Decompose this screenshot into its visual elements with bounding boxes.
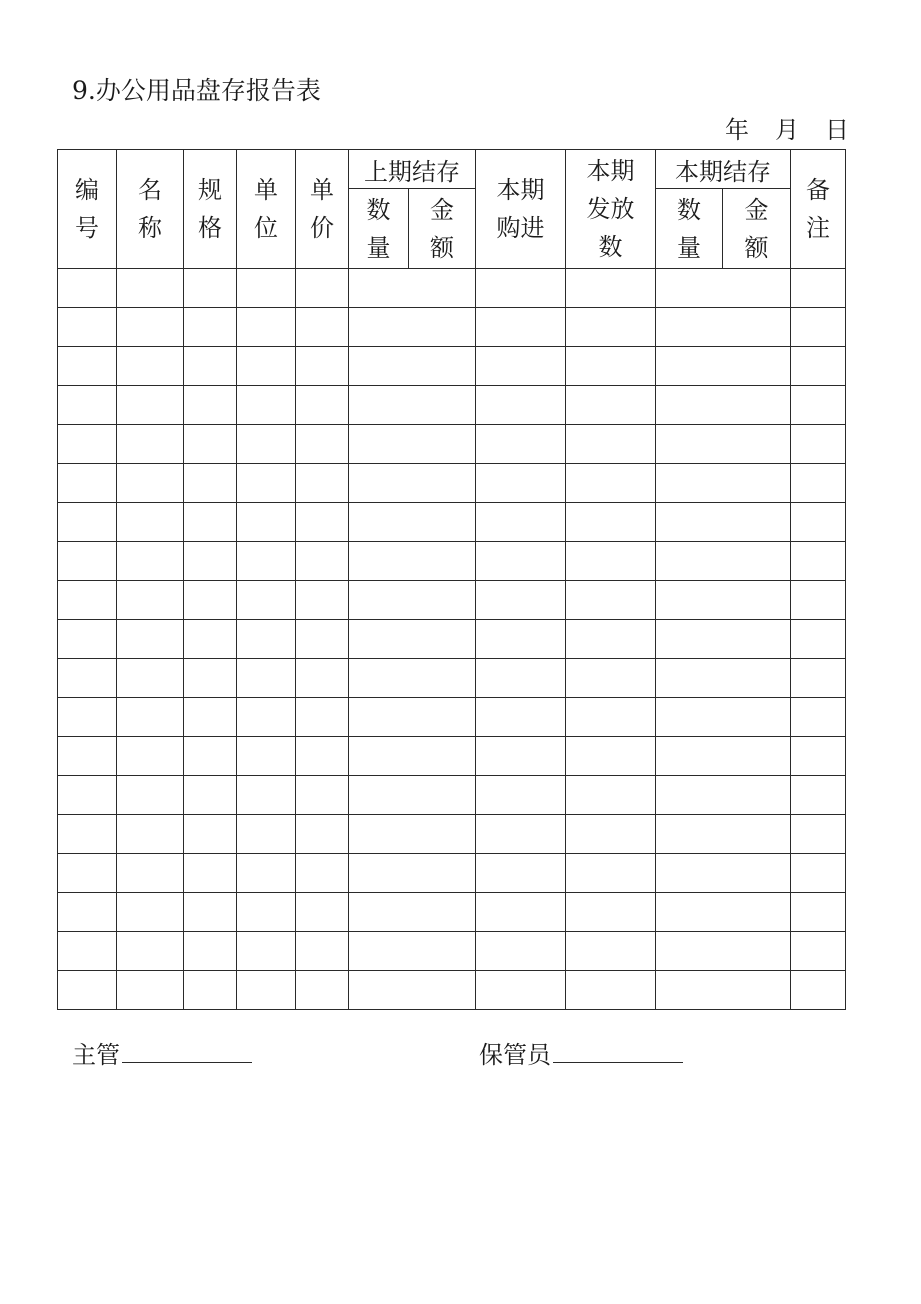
cell-curr-balance[interactable] <box>656 893 791 932</box>
cell-spec[interactable] <box>184 308 237 347</box>
cell-remarks[interactable] <box>791 971 846 1010</box>
cell-number[interactable] <box>58 347 117 386</box>
table-row <box>58 776 846 815</box>
cell-spec[interactable] <box>184 776 237 815</box>
header-number: 编号 <box>58 150 117 269</box>
cell-curr-balance[interactable] <box>656 659 791 698</box>
cell-number[interactable] <box>58 464 117 503</box>
cell-purchase[interactable] <box>476 815 566 854</box>
cell-spec[interactable] <box>184 620 237 659</box>
cell-curr-balance[interactable] <box>656 464 791 503</box>
cell-purchase[interactable] <box>476 893 566 932</box>
table-row <box>58 308 846 347</box>
cell-spec[interactable] <box>184 425 237 464</box>
cell-name[interactable] <box>117 503 184 542</box>
date-month-label: 月 <box>775 116 799 144</box>
cell-unit-price[interactable] <box>296 893 349 932</box>
cell-unit-price[interactable] <box>296 932 349 971</box>
cell-remarks[interactable] <box>791 308 846 347</box>
cell-prev-balance[interactable] <box>349 893 476 932</box>
cell-unit[interactable] <box>237 815 296 854</box>
table-row <box>58 815 846 854</box>
cell-unit[interactable] <box>237 347 296 386</box>
table-row <box>58 269 846 308</box>
cell-curr-balance[interactable] <box>656 815 791 854</box>
cell-remarks[interactable] <box>791 386 846 425</box>
cell-spec[interactable] <box>184 893 237 932</box>
cell-prev-balance[interactable] <box>349 464 476 503</box>
cell-unit-price[interactable] <box>296 542 349 581</box>
cell-issued[interactable] <box>566 620 656 659</box>
cell-purchase[interactable] <box>476 932 566 971</box>
header-prev-balance: 上期结存 <box>349 150 476 189</box>
cell-name[interactable] <box>117 269 184 308</box>
cell-curr-balance[interactable] <box>656 503 791 542</box>
table-row <box>58 542 846 581</box>
header-issued: 本期发放数 <box>566 150 656 269</box>
cell-purchase[interactable] <box>476 308 566 347</box>
cell-issued[interactable] <box>566 893 656 932</box>
cell-remarks[interactable] <box>791 581 846 620</box>
cell-issued[interactable] <box>566 815 656 854</box>
cell-name[interactable] <box>117 581 184 620</box>
cell-unit[interactable] <box>237 659 296 698</box>
cell-issued[interactable] <box>566 932 656 971</box>
cell-remarks[interactable] <box>791 542 846 581</box>
cell-purchase[interactable] <box>476 425 566 464</box>
cell-prev-balance[interactable] <box>349 698 476 737</box>
cell-curr-balance[interactable] <box>656 971 791 1010</box>
cell-purchase[interactable] <box>476 620 566 659</box>
cell-name[interactable] <box>117 464 184 503</box>
cell-unit-price[interactable] <box>296 347 349 386</box>
cell-unit[interactable] <box>237 542 296 581</box>
cell-curr-balance[interactable] <box>656 425 791 464</box>
cell-curr-balance[interactable] <box>656 698 791 737</box>
cell-prev-balance[interactable] <box>349 815 476 854</box>
table-body <box>58 269 846 1010</box>
cell-unit[interactable] <box>237 620 296 659</box>
cell-purchase[interactable] <box>476 971 566 1010</box>
table-row <box>58 893 846 932</box>
cell-issued[interactable] <box>566 581 656 620</box>
cell-unit[interactable] <box>237 425 296 464</box>
cell-curr-balance[interactable] <box>656 308 791 347</box>
cell-spec[interactable] <box>184 269 237 308</box>
cell-prev-balance[interactable] <box>349 269 476 308</box>
footer-keeper <box>479 1036 683 1073</box>
cell-issued[interactable] <box>566 854 656 893</box>
cell-purchase[interactable] <box>476 464 566 503</box>
cell-purchase[interactable] <box>476 737 566 776</box>
cell-number[interactable] <box>58 854 117 893</box>
cell-prev-balance[interactable] <box>349 776 476 815</box>
cell-spec[interactable] <box>184 581 237 620</box>
cell-number[interactable] <box>58 386 117 425</box>
cell-unit-price[interactable] <box>296 620 349 659</box>
table-row <box>58 971 846 1010</box>
cell-issued[interactable] <box>566 308 656 347</box>
cell-prev-balance[interactable] <box>349 542 476 581</box>
date-day-label: 日 <box>825 116 849 144</box>
cell-unit[interactable] <box>237 776 296 815</box>
cell-unit[interactable] <box>237 698 296 737</box>
cell-number[interactable] <box>58 698 117 737</box>
cell-remarks[interactable] <box>791 464 846 503</box>
cell-prev-balance[interactable] <box>349 620 476 659</box>
cell-curr-balance[interactable] <box>656 854 791 893</box>
cell-number[interactable] <box>58 659 117 698</box>
table-row <box>58 659 846 698</box>
header-purchase: 本期购进 <box>476 150 566 269</box>
cell-issued[interactable] <box>566 425 656 464</box>
cell-issued[interactable] <box>566 386 656 425</box>
cell-unit-price[interactable] <box>296 854 349 893</box>
date-year-label: 年 <box>725 116 749 144</box>
footer-supervisor <box>72 1036 252 1073</box>
cell-number[interactable] <box>58 620 117 659</box>
cell-remarks[interactable] <box>791 776 846 815</box>
cell-unit-price[interactable] <box>296 776 349 815</box>
cell-number[interactable] <box>58 542 117 581</box>
cell-purchase[interactable] <box>476 659 566 698</box>
cell-issued[interactable] <box>566 464 656 503</box>
table-row <box>58 503 846 542</box>
cell-unit-price[interactable] <box>296 971 349 1010</box>
cell-remarks[interactable] <box>791 698 846 737</box>
cell-curr-balance[interactable] <box>656 269 791 308</box>
supervisor-label: 主管 <box>72 1041 120 1069</box>
cell-name[interactable] <box>117 542 184 581</box>
cell-prev-balance[interactable] <box>349 971 476 1010</box>
date-line <box>725 114 849 146</box>
cell-spec[interactable] <box>184 503 237 542</box>
cell-spec[interactable] <box>184 854 237 893</box>
cell-remarks[interactable] <box>791 503 846 542</box>
cell-number[interactable] <box>58 737 117 776</box>
cell-number[interactable] <box>58 893 117 932</box>
cell-name[interactable] <box>117 620 184 659</box>
cell-purchase[interactable] <box>476 581 566 620</box>
cell-curr-balance[interactable] <box>656 776 791 815</box>
header-remarks: 备注 <box>791 150 846 269</box>
header-curr-balance: 本期结存 <box>656 150 791 189</box>
cell-prev-balance[interactable] <box>349 659 476 698</box>
cell-spec[interactable] <box>184 464 237 503</box>
cell-remarks[interactable] <box>791 932 846 971</box>
supervisor-signature-line[interactable] <box>122 1036 252 1063</box>
cell-prev-balance[interactable] <box>349 737 476 776</box>
cell-name[interactable] <box>117 425 184 464</box>
table-row <box>58 464 846 503</box>
cell-prev-balance[interactable] <box>349 386 476 425</box>
cell-name[interactable] <box>117 347 184 386</box>
cell-name[interactable] <box>117 893 184 932</box>
table-row <box>58 425 846 464</box>
cell-prev-balance[interactable] <box>349 308 476 347</box>
keeper-label: 保管员 <box>479 1041 551 1069</box>
keeper-signature-line[interactable] <box>553 1036 683 1063</box>
cell-unit-price[interactable] <box>296 308 349 347</box>
header-curr-qty: 数量 <box>656 189 723 269</box>
page-title: 9.办公用品盘存报告表 <box>72 76 321 105</box>
cell-name[interactable] <box>117 659 184 698</box>
cell-remarks[interactable] <box>791 854 846 893</box>
cell-number[interactable] <box>58 932 117 971</box>
cell-unit[interactable] <box>237 737 296 776</box>
cell-curr-balance[interactable] <box>656 581 791 620</box>
cell-spec[interactable] <box>184 659 237 698</box>
cell-prev-balance[interactable] <box>349 347 476 386</box>
header-curr-amount: 金额 <box>723 189 791 269</box>
cell-remarks[interactable] <box>791 815 846 854</box>
table-row <box>58 698 846 737</box>
cell-name[interactable] <box>117 386 184 425</box>
cell-prev-balance[interactable] <box>349 425 476 464</box>
cell-spec[interactable] <box>184 347 237 386</box>
cell-number[interactable] <box>58 815 117 854</box>
cell-unit-price[interactable] <box>296 464 349 503</box>
header-prev-amount: 金额 <box>409 189 476 269</box>
cell-number[interactable] <box>58 503 117 542</box>
cell-purchase[interactable] <box>476 854 566 893</box>
cell-spec[interactable] <box>184 542 237 581</box>
table-row <box>58 854 846 893</box>
table-row <box>58 386 846 425</box>
cell-unit[interactable] <box>237 581 296 620</box>
cell-issued[interactable] <box>566 542 656 581</box>
cell-name[interactable] <box>117 971 184 1010</box>
cell-name[interactable] <box>117 698 184 737</box>
inventory-table <box>57 149 846 1010</box>
cell-curr-balance[interactable] <box>656 386 791 425</box>
cell-unit-price[interactable] <box>296 581 349 620</box>
cell-remarks[interactable] <box>791 425 846 464</box>
cell-unit-price[interactable] <box>296 815 349 854</box>
cell-number[interactable] <box>58 308 117 347</box>
cell-number[interactable] <box>58 269 117 308</box>
cell-name[interactable] <box>117 776 184 815</box>
cell-number[interactable] <box>58 971 117 1010</box>
cell-spec[interactable] <box>184 386 237 425</box>
cell-curr-balance[interactable] <box>656 620 791 659</box>
cell-number[interactable] <box>58 581 117 620</box>
cell-issued[interactable] <box>566 971 656 1010</box>
cell-name[interactable] <box>117 815 184 854</box>
cell-spec[interactable] <box>184 932 237 971</box>
cell-issued[interactable] <box>566 347 656 386</box>
cell-prev-balance[interactable] <box>349 932 476 971</box>
cell-unit-price[interactable] <box>296 386 349 425</box>
cell-purchase[interactable] <box>476 776 566 815</box>
cell-purchase[interactable] <box>476 269 566 308</box>
cell-name[interactable] <box>117 932 184 971</box>
cell-curr-balance[interactable] <box>656 932 791 971</box>
cell-prev-balance[interactable] <box>349 581 476 620</box>
cell-unit[interactable] <box>237 854 296 893</box>
table-row <box>58 620 846 659</box>
cell-unit[interactable] <box>237 893 296 932</box>
table-row <box>58 347 846 386</box>
cell-curr-balance[interactable] <box>656 737 791 776</box>
cell-unit[interactable] <box>237 971 296 1010</box>
cell-remarks[interactable] <box>791 893 846 932</box>
cell-purchase[interactable] <box>476 542 566 581</box>
cell-name[interactable] <box>117 308 184 347</box>
table-row <box>58 737 846 776</box>
cell-name[interactable] <box>117 854 184 893</box>
cell-remarks[interactable] <box>791 269 846 308</box>
cell-spec[interactable] <box>184 737 237 776</box>
cell-remarks[interactable] <box>791 620 846 659</box>
cell-name[interactable] <box>117 737 184 776</box>
cell-issued[interactable] <box>566 269 656 308</box>
cell-curr-balance[interactable] <box>656 347 791 386</box>
cell-issued[interactable] <box>566 737 656 776</box>
cell-issued[interactable] <box>566 776 656 815</box>
cell-issued[interactable] <box>566 698 656 737</box>
header-name: 名称 <box>117 150 184 269</box>
cell-unit-price[interactable] <box>296 659 349 698</box>
header-unit: 单位 <box>237 150 296 269</box>
cell-purchase[interactable] <box>476 347 566 386</box>
cell-unit[interactable] <box>237 503 296 542</box>
header-unit-price: 单价 <box>296 150 349 269</box>
cell-unit-price[interactable] <box>296 269 349 308</box>
table-row <box>58 581 846 620</box>
cell-issued[interactable] <box>566 503 656 542</box>
cell-prev-balance[interactable] <box>349 854 476 893</box>
cell-spec[interactable] <box>184 971 237 1010</box>
cell-curr-balance[interactable] <box>656 542 791 581</box>
table-row <box>58 932 846 971</box>
cell-unit[interactable] <box>237 386 296 425</box>
cell-number[interactable] <box>58 425 117 464</box>
header-prev-qty: 数量 <box>349 189 409 269</box>
cell-unit[interactable] <box>237 464 296 503</box>
cell-spec[interactable] <box>184 815 237 854</box>
cell-purchase[interactable] <box>476 386 566 425</box>
cell-remarks[interactable] <box>791 659 846 698</box>
cell-remarks[interactable] <box>791 347 846 386</box>
cell-purchase[interactable] <box>476 503 566 542</box>
cell-unit-price[interactable] <box>296 698 349 737</box>
cell-spec[interactable] <box>184 698 237 737</box>
cell-unit[interactable] <box>237 308 296 347</box>
cell-unit-price[interactable] <box>296 737 349 776</box>
cell-unit-price[interactable] <box>296 503 349 542</box>
cell-remarks[interactable] <box>791 737 846 776</box>
cell-prev-balance[interactable] <box>349 503 476 542</box>
cell-unit[interactable] <box>237 932 296 971</box>
header-spec: 规格 <box>184 150 237 269</box>
cell-purchase[interactable] <box>476 698 566 737</box>
cell-unit-price[interactable] <box>296 425 349 464</box>
cell-issued[interactable] <box>566 659 656 698</box>
cell-number[interactable] <box>58 776 117 815</box>
cell-unit[interactable] <box>237 269 296 308</box>
